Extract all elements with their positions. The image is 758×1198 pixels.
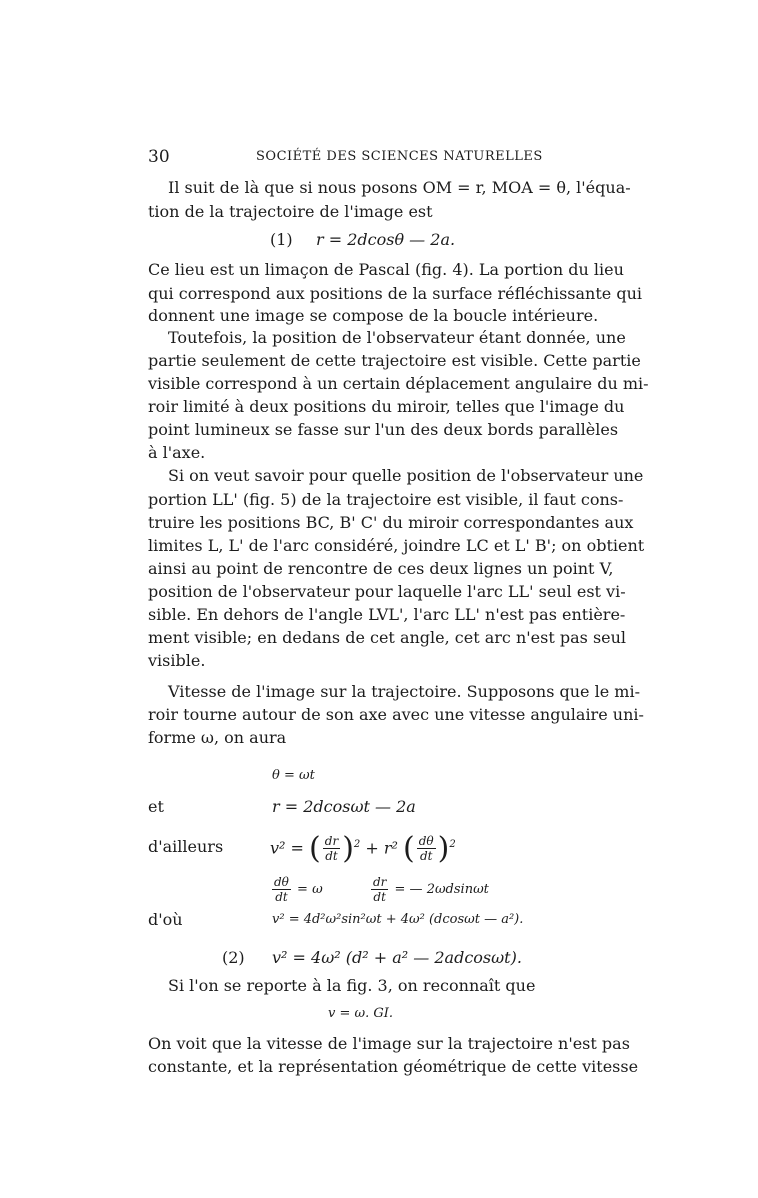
text-line: à l'axe.	[148, 443, 206, 462]
close-paren: )	[437, 830, 450, 866]
text-line: donnent une image se compose de la boucle intérieure.	[148, 306, 599, 325]
page-number: 30	[148, 147, 170, 167]
text-line: truire les positions BC, B' C' du miroir correspondantes aux	[148, 513, 634, 532]
equation-velocity: v² = 4ω² (d² + a² — 2adcosωt).	[272, 948, 522, 967]
text-line: partie seulement de cette trajectoire est visible. Cette partie	[148, 351, 641, 370]
text-line: roir limité à deux positions du miroir, telles que l'image du	[148, 397, 625, 416]
text-line: Ce lieu est un limaçon de Pascal (fig. 4). La portion du lieu	[148, 260, 624, 279]
text-line: ainsi au point de rencontre de ces deux lignes un point V,	[148, 559, 614, 578]
text-line: tion de la trajectoire de l'image est	[148, 202, 433, 221]
text-line: roir tourne autour de son axe avec une vitesse angulaire uni-	[148, 705, 644, 724]
text-line: limites L, L' de l'arc considéré, joindre LC et L' B'; on obtient	[148, 536, 645, 555]
equation-v-gi: v = ω. GI.	[328, 1006, 394, 1021]
label-dailleurs: d'ailleurs	[148, 837, 224, 856]
text-line: constante, et la représentation géométrique de cette vitesse	[148, 1057, 639, 1076]
equation-number: (1)	[270, 230, 293, 249]
equation-number: (2)	[222, 948, 245, 967]
text-line: qui correspond aux positions de la surface réfléchissante qui	[148, 284, 642, 303]
text-line: On voit que la vitesse de l'image sur la trajectoire n'est pas	[148, 1034, 630, 1053]
text-line: ment visible; en dedans de cet angle, cet arc n'est pas seul	[148, 628, 627, 647]
plus-r2: + r²	[365, 838, 398, 858]
text-line: visible.	[148, 651, 206, 670]
text-line: point lumineux se fasse sur l'un des deux bords parallèles	[148, 420, 619, 439]
running-head: SOCIÉTÉ DES SCIENCES NATURELLES	[256, 149, 543, 164]
equation-theta: θ = ωt	[272, 768, 315, 783]
fraction-dr-dt: $\frac{dr}{dt}$	[372, 875, 387, 904]
close-paren: )	[342, 830, 354, 866]
text-line: portion LL' (fig. 5) de la trajectoire est visible, il faut cons-	[148, 490, 624, 509]
fraction-dr-dt: $\frac{dr}{dt}$	[324, 834, 339, 864]
open-paren: (	[309, 830, 321, 866]
v2-lhs: v² =	[270, 838, 304, 858]
text-line: Il suit de là que si nous posons OM = r, MOA = θ, l'équa-	[168, 178, 631, 197]
equation-derivatives: $\frac{d\theta}{dt}$ = ω $\frac{dr}{dt}$ = — 2ωdsinωt	[274, 875, 489, 904]
text-line: Vitesse de l'image sur la trajectoire. Supposons que le mi-	[168, 682, 640, 701]
text-line: Si l'on se reporte à la fig. 3, on reconnaît que	[168, 976, 536, 995]
text-line: Si on veut savoir pour quelle position de l'observateur une	[168, 466, 644, 485]
text-line: forme ω, on aura	[148, 728, 287, 747]
label-dou: d'où	[148, 910, 183, 929]
page-header	[148, 147, 610, 169]
equation-trajectory: r = 2dcosθ — 2a.	[316, 230, 456, 249]
fraction-dtheta-dt: $\frac{d\theta}{dt}$	[418, 834, 434, 864]
open-paren: (	[403, 830, 415, 866]
equation-v-squared: v² = ( $\frac{dr}{dt}$ )$^2$ + r² ( $\frac{d\theta}{dt}$ )$^2$	[270, 830, 456, 866]
text-line: position de l'observateur pour laquelle l'arc LL' seul est vi-	[148, 582, 626, 601]
equation-r: r = 2dcosωt — 2a	[272, 797, 416, 816]
text-line: visible correspond à un certain déplacement angulaire du mi-	[148, 374, 649, 393]
text-line: Toutefois, la position de l'observateur étant donnée, une	[168, 328, 626, 347]
fraction-dtheta-dt: $\frac{d\theta}{dt}$	[274, 875, 289, 904]
equation-v-squared-expanded: v² = 4d²ω²sin²ωt + 4ω² (dcosωt — a²).	[272, 912, 524, 927]
label-et: et	[148, 797, 164, 816]
text-line: sible. En dehors de l'angle LVL', l'arc LL' n'est pas entière-	[148, 605, 626, 624]
